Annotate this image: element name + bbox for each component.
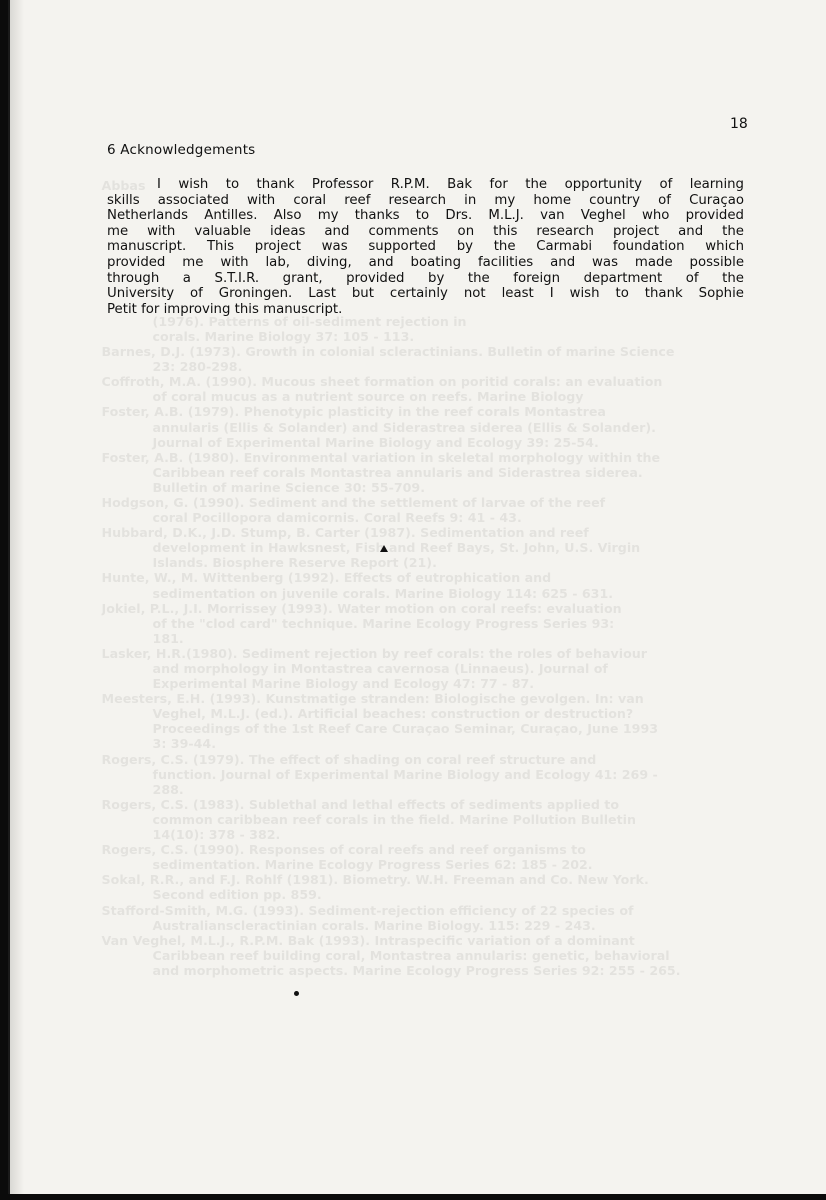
show-through-line: Hubbard, D.K., J.D. Stump, B. Carter (1987). Sedimentation and reef xyxy=(101,525,589,541)
show-through-line: Stafford-Smith, M.G. (1993). Sediment-rejection efficiency of 22 species of xyxy=(101,902,634,918)
show-through-line: Abbas xyxy=(101,178,146,193)
show-through-line: 3: 39-44. xyxy=(152,736,217,752)
show-through-line: Coffroth, M.A. (1990). Mucous sheet formation on poritid corals: an evaluation xyxy=(101,374,663,390)
show-through-line: Caribbean reef corals Montastrea annularis and Siderastrea siderea. xyxy=(152,464,643,480)
show-through-line: Rogers, C.S. (1979). The effect of shading on coral reef structure and xyxy=(101,751,597,767)
show-through-line: sedimentation on juvenile corals. Marine Biology 114: 625 - 631. xyxy=(152,585,614,601)
show-through-line: and morphometric aspects. Marine Ecology Progress Series 92: 255 - 265. xyxy=(152,962,681,978)
document-page xyxy=(8,0,826,1194)
show-through-line: Hodgson, G. (1990). Sediment and the settlement of larvae of the reef xyxy=(101,494,606,510)
show-through-line: Sokal, R.R., and F.J. Rohlf (1981). Biometry. W.H. Freeman and Co. New York. xyxy=(101,872,649,888)
show-through-line: coral Pocillopora damicornis. Coral Reefs 9: 41 - 43. xyxy=(152,510,522,526)
paragraph-line: through a S.T.I.R. grant, provided by the foreign department of the xyxy=(107,270,744,286)
show-through-line: Bulletin of marine Science 30: 55-709. xyxy=(152,479,426,495)
show-through-line: (1976). Patterns of oil-sediment rejection in xyxy=(152,313,467,329)
show-through-line: and morphology in Montastrea cavernosa (Linnaeus). Journal of xyxy=(152,661,608,676)
show-through-line: development in Hawksnest, Fish and Reef Bays, St. John, U.S. Virgin xyxy=(152,540,641,556)
show-through-line: Hunte, W., M. Wittenberg (1992). Effects of eutrophication and xyxy=(101,570,552,586)
show-through-line: Experimental Marine Biology and Ecology 47: 77 - 87. xyxy=(152,676,535,692)
acknowledgements-paragraph xyxy=(107,177,744,317)
section-heading: 6 Acknowledgements xyxy=(107,142,256,158)
show-through-line: Rogers, C.S. (1983). Sublethal and lethal effects of sediments applied to xyxy=(101,796,620,812)
show-through-line: Journal of Experimental Marine Biology and Ecology 39: 25-54. xyxy=(152,434,599,450)
paragraph-line: University of Groningen. Last but certainly not least I wish to thank Sophie xyxy=(107,286,744,302)
paragraph-line: skills associated with coral reef research in my home country of Curaçao xyxy=(107,192,744,208)
show-through-line: of the "clod card" technique. Marine Ecology Progress Series 93: xyxy=(152,615,615,631)
show-through-line: common caribbean reef corals in the field. Marine Pollution Bulletin xyxy=(152,811,636,827)
show-through-line: function. Journal of Experimental Marine Biology and Ecology 41: 269 - xyxy=(152,766,658,782)
show-through-line: Veghel, M.L.J. (ed.). Artificial beaches: construction or destruction? xyxy=(152,706,634,722)
show-through-line: Australianscleractinian corals. Marine Biology. 115: 229 - 243. xyxy=(152,917,596,933)
show-through-line: 23: 280-298. xyxy=(152,359,243,375)
show-through-line: 181. xyxy=(152,630,184,646)
show-through-line: Meesters, E.H. (1993). Kunstmatige stranden: Biologische gevolgen. In: van xyxy=(101,691,644,707)
paragraph-line: Netherlands Antilles. Also my thanks to Drs. M.L.J. van Veghel who provided xyxy=(107,208,744,224)
show-through-line: sedimentation. Marine Ecology Progress Series 62: 185 - 202. xyxy=(152,857,593,873)
show-through-line: Foster, A.B. (1980). Environmental variation in skeletal morphology within the xyxy=(101,449,661,465)
show-through-line: Second edition pp. 859. xyxy=(152,887,322,903)
paragraph-line: manuscript. This project was supported by the Carmabi foundation which xyxy=(107,239,744,255)
show-through-line: annularis (Ellis & Solander) and Siderastrea siderea (Ellis & Solander). xyxy=(152,419,656,435)
show-through-line: 14(10): 378 - 382. xyxy=(152,827,281,843)
caret-mark-icon xyxy=(380,545,388,552)
show-through-line: 288. xyxy=(152,781,184,797)
show-through-line: Proceedings of the 1st Reef Care Curaçao Seminar, Curaçao, June 1993 xyxy=(152,721,659,737)
show-through-line: Islands. Biosphere Reserve Report (21). xyxy=(152,555,437,571)
show-through-line: Jokiel, P.L., J.I. Morrissey (1993). Water motion on coral reefs: evaluation xyxy=(101,600,622,616)
paragraph-line: I wish to thank Professor R.P.M. Bak for the opportunity of learning xyxy=(157,177,744,192)
paragraph-line: me with valuable ideas and comments on this research project and the xyxy=(107,223,744,239)
paragraph-line: provided me with lab, diving, and boating facilities and was made possible xyxy=(107,254,744,270)
show-through-line: Foster, A.B. (1979). Phenotypic plasticity in the reef corals Montastrea xyxy=(101,404,606,420)
page-binding-shadow xyxy=(10,0,24,1194)
paragraph-line: Petit for improving this manuscript. xyxy=(107,301,343,317)
show-through-line: Barnes, D.J. (1973). Growth in colonial scleractinians. Bulletin of marine Science xyxy=(101,344,675,360)
show-through-line: of coral mucus as a nutrient source on reefs. Marine Biology xyxy=(152,389,584,405)
dot-mark-icon xyxy=(294,991,299,996)
page-number: 18 xyxy=(730,116,748,132)
show-through-line: Van Veghel, M.L.J., R.P.M. Bak (1993). Intraspecific variation of a dominant xyxy=(101,932,635,948)
show-through-line: corals. Marine Biology 37: 105 - 113. xyxy=(152,328,415,344)
show-through-line: Caribbean reef building coral, Montastrea annularis: genetic, behavioral xyxy=(152,947,670,963)
show-through-line: Rogers, C.S. (1990). Responses of coral reefs and reef organisms to xyxy=(101,842,586,858)
show-through-line: Lasker, H.R.(1980). Sediment rejection by reef corals: the roles of behaviour xyxy=(101,645,647,661)
